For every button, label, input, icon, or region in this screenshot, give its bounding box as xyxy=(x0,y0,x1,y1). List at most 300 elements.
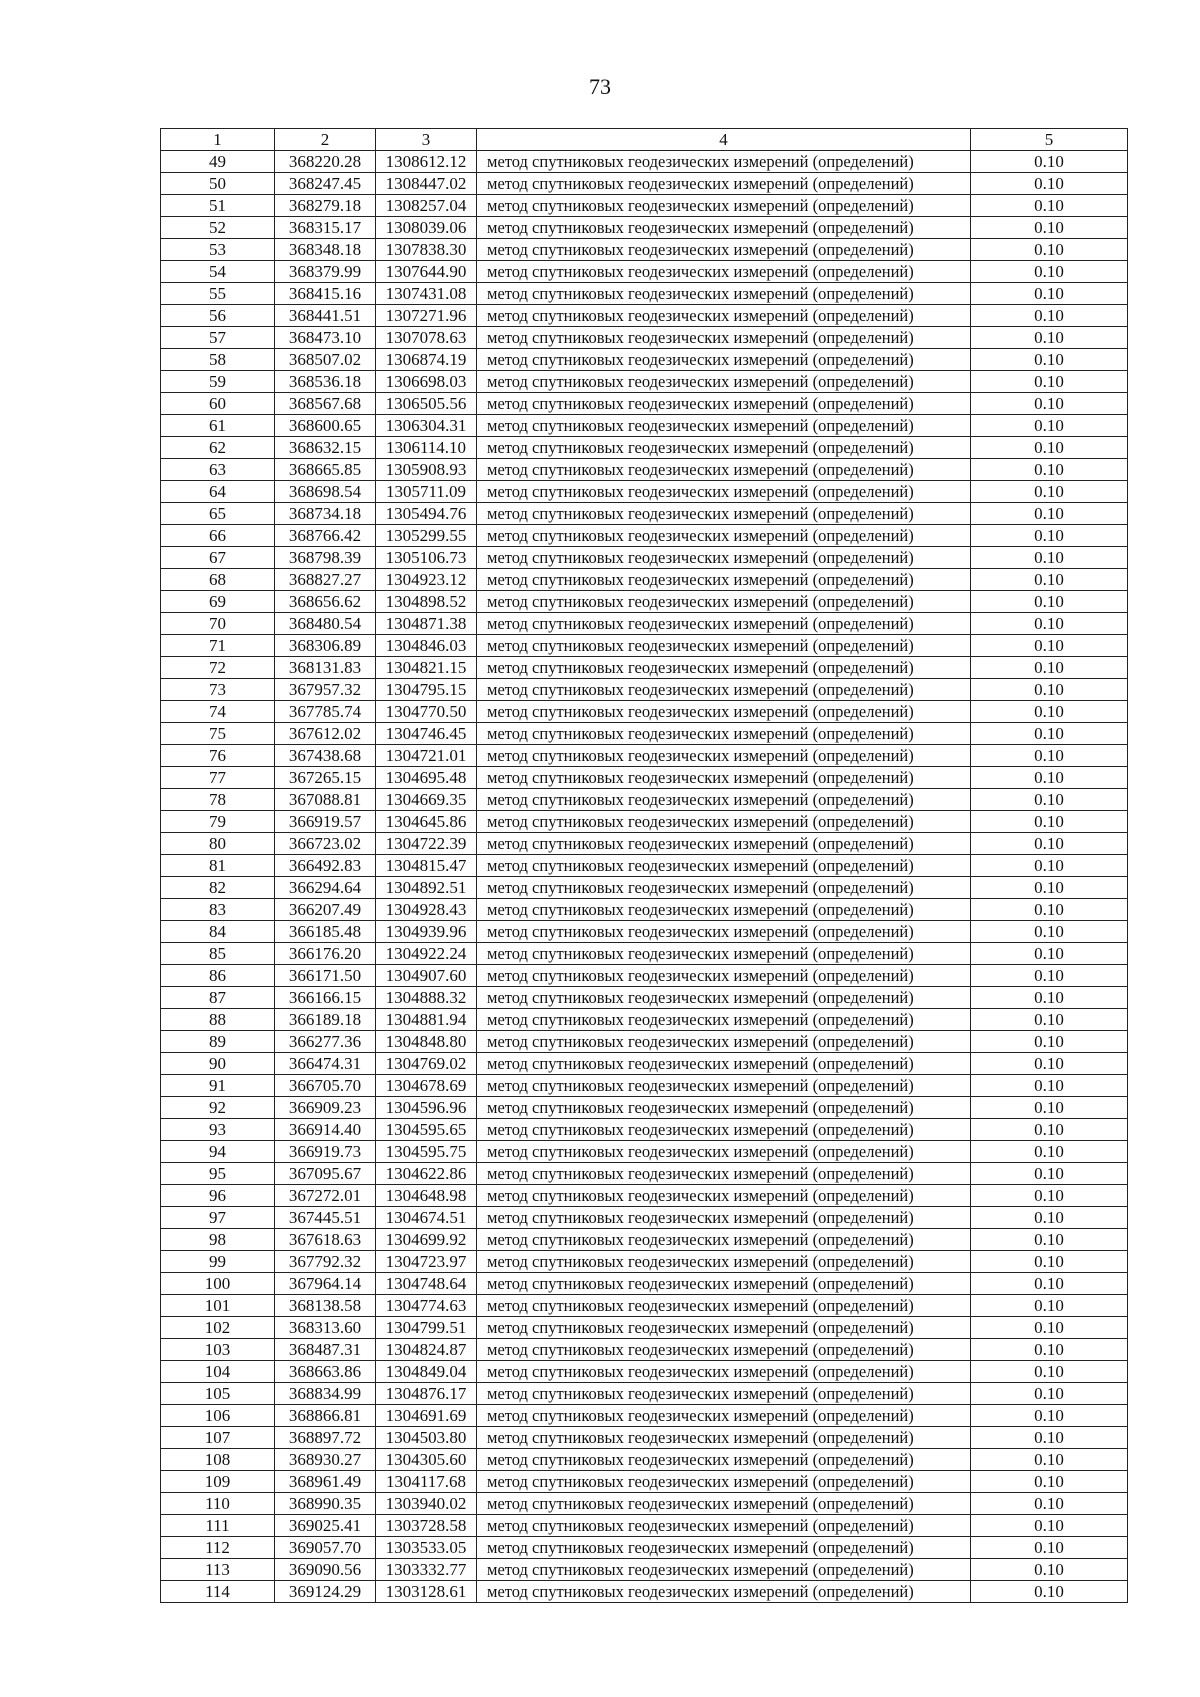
table-row xyxy=(161,547,1128,569)
point-number-cell: 106 xyxy=(161,1405,275,1427)
method-cell: метод спутниковых геодезических измерений (определений) xyxy=(477,1031,971,1053)
x-coordinate-cell: 366474.31 xyxy=(275,1053,376,1075)
point-number-cell: 59 xyxy=(161,371,275,393)
point-number-cell: 65 xyxy=(161,503,275,525)
point-number-cell: 49 xyxy=(161,151,275,173)
method-cell: метод спутниковых геодезических измерений (определений) xyxy=(477,1361,971,1383)
precision-cell: 0.10 xyxy=(971,261,1128,283)
table-row xyxy=(161,437,1128,459)
y-coordinate-cell: 1304748.64 xyxy=(376,1273,477,1295)
precision-cell: 0.10 xyxy=(971,701,1128,723)
method-cell: метод спутниковых геодезических измерений (определений) xyxy=(477,767,971,789)
point-number-cell: 54 xyxy=(161,261,275,283)
x-coordinate-cell: 367445.51 xyxy=(275,1207,376,1229)
point-number-cell: 82 xyxy=(161,877,275,899)
point-number-cell: 53 xyxy=(161,239,275,261)
y-coordinate-cell: 1304596.96 xyxy=(376,1097,477,1119)
y-coordinate-cell: 1304722.39 xyxy=(376,833,477,855)
x-coordinate-cell: 368473.10 xyxy=(275,327,376,349)
table-row xyxy=(161,789,1128,811)
method-cell: метод спутниковых геодезических измерений (определений) xyxy=(477,1273,971,1295)
y-coordinate-cell: 1304622.86 xyxy=(376,1163,477,1185)
table-row xyxy=(161,1163,1128,1185)
method-cell: метод спутниковых геодезических измерений (определений) xyxy=(477,349,971,371)
y-coordinate-cell: 1304898.52 xyxy=(376,591,477,613)
y-coordinate-cell: 1304699.92 xyxy=(376,1229,477,1251)
method-cell: метод спутниковых геодезических измерений (определений) xyxy=(477,1251,971,1273)
precision-cell: 0.10 xyxy=(971,1097,1128,1119)
y-coordinate-cell: 1304769.02 xyxy=(376,1053,477,1075)
method-cell: метод спутниковых геодезических измерений (определений) xyxy=(477,591,971,613)
table-row xyxy=(161,1471,1128,1493)
method-cell: метод спутниковых геодезических измерений (определений) xyxy=(477,327,971,349)
precision-cell: 0.10 xyxy=(971,283,1128,305)
table-row xyxy=(161,1559,1128,1581)
method-cell: метод спутниковых геодезических измерений (определений) xyxy=(477,305,971,327)
coordinates-table xyxy=(160,128,1128,1603)
table-row xyxy=(161,1537,1128,1559)
precision-cell: 0.10 xyxy=(971,1185,1128,1207)
table-row xyxy=(161,1427,1128,1449)
table-row xyxy=(161,1273,1128,1295)
y-coordinate-cell: 1306505.56 xyxy=(376,393,477,415)
table-row xyxy=(161,239,1128,261)
precision-cell: 0.10 xyxy=(971,349,1128,371)
x-coordinate-cell: 368663.86 xyxy=(275,1361,376,1383)
point-number-cell: 110 xyxy=(161,1493,275,1515)
table-row xyxy=(161,1075,1128,1097)
method-cell: метод спутниковых геодезических измерений (определений) xyxy=(477,1427,971,1449)
y-coordinate-cell: 1304849.04 xyxy=(376,1361,477,1383)
y-coordinate-cell: 1307644.90 xyxy=(376,261,477,283)
method-cell: метод спутниковых геодезических измерений (определений) xyxy=(477,1229,971,1251)
point-number-cell: 81 xyxy=(161,855,275,877)
point-number-cell: 99 xyxy=(161,1251,275,1273)
y-coordinate-cell: 1304678.69 xyxy=(376,1075,477,1097)
table-row xyxy=(161,855,1128,877)
table-row xyxy=(161,1581,1128,1603)
table-row xyxy=(161,327,1128,349)
table-row xyxy=(161,305,1128,327)
precision-cell: 0.10 xyxy=(971,327,1128,349)
point-number-cell: 111 xyxy=(161,1515,275,1537)
table-row xyxy=(161,591,1128,613)
x-coordinate-cell: 368247.45 xyxy=(275,173,376,195)
point-number-cell: 109 xyxy=(161,1471,275,1493)
y-coordinate-cell: 1306114.10 xyxy=(376,437,477,459)
x-coordinate-cell: 367618.63 xyxy=(275,1229,376,1251)
method-cell: метод спутниковых геодезических измерений (определений) xyxy=(477,1581,971,1603)
table-row xyxy=(161,1295,1128,1317)
method-cell: метод спутниковых геодезических измерений (определений) xyxy=(477,679,971,701)
table-row xyxy=(161,173,1128,195)
point-number-cell: 62 xyxy=(161,437,275,459)
method-cell: метод спутниковых геодезических измерений (определений) xyxy=(477,1075,971,1097)
x-coordinate-cell: 368487.31 xyxy=(275,1339,376,1361)
method-cell: метод спутниковых геодезических измерений (определений) xyxy=(477,1207,971,1229)
method-cell: метод спутниковых геодезических измерений (определений) xyxy=(477,1141,971,1163)
y-coordinate-cell: 1304907.60 xyxy=(376,965,477,987)
x-coordinate-cell: 366909.23 xyxy=(275,1097,376,1119)
method-cell: метод спутниковых геодезических измерений (определений) xyxy=(477,1185,971,1207)
method-cell: метод спутниковых геодезических измерений (определений) xyxy=(477,899,971,921)
point-number-cell: 76 xyxy=(161,745,275,767)
method-cell: метод спутниковых геодезических измерений (определений) xyxy=(477,701,971,723)
x-coordinate-cell: 368279.18 xyxy=(275,195,376,217)
y-coordinate-cell: 1304648.98 xyxy=(376,1185,477,1207)
precision-cell: 0.10 xyxy=(971,393,1128,415)
method-cell: метод спутниковых геодезических измерений (определений) xyxy=(477,657,971,679)
precision-cell: 0.10 xyxy=(971,877,1128,899)
table-row xyxy=(161,569,1128,591)
point-number-cell: 108 xyxy=(161,1449,275,1471)
x-coordinate-cell: 368480.54 xyxy=(275,613,376,635)
table-row xyxy=(161,635,1128,657)
x-coordinate-cell: 368379.99 xyxy=(275,261,376,283)
point-number-cell: 96 xyxy=(161,1185,275,1207)
point-number-cell: 52 xyxy=(161,217,275,239)
method-cell: метод спутниковых геодезических измерений (определений) xyxy=(477,943,971,965)
x-coordinate-cell: 368990.35 xyxy=(275,1493,376,1515)
table-header-row xyxy=(161,129,1128,151)
precision-cell: 0.10 xyxy=(971,723,1128,745)
precision-cell: 0.10 xyxy=(971,679,1128,701)
x-coordinate-cell: 366294.64 xyxy=(275,877,376,899)
y-coordinate-cell: 1304774.63 xyxy=(376,1295,477,1317)
point-number-cell: 87 xyxy=(161,987,275,1009)
x-coordinate-cell: 368315.17 xyxy=(275,217,376,239)
y-coordinate-cell: 1304928.43 xyxy=(376,899,477,921)
table-row xyxy=(161,877,1128,899)
x-coordinate-cell: 366277.36 xyxy=(275,1031,376,1053)
table-row xyxy=(161,701,1128,723)
point-number-cell: 74 xyxy=(161,701,275,723)
x-coordinate-cell: 368138.58 xyxy=(275,1295,376,1317)
y-coordinate-cell: 1308257.04 xyxy=(376,195,477,217)
precision-cell: 0.10 xyxy=(971,459,1128,481)
method-cell: метод спутниковых геодезических измерений (определений) xyxy=(477,525,971,547)
point-number-cell: 90 xyxy=(161,1053,275,1075)
table-row xyxy=(161,1449,1128,1471)
x-coordinate-cell: 366723.02 xyxy=(275,833,376,855)
method-cell: метод спутниковых геодезических измерений (определений) xyxy=(477,965,971,987)
x-coordinate-cell: 366176.20 xyxy=(275,943,376,965)
precision-cell: 0.10 xyxy=(971,1031,1128,1053)
y-coordinate-cell: 1308447.02 xyxy=(376,173,477,195)
x-coordinate-cell: 367612.02 xyxy=(275,723,376,745)
precision-cell: 0.10 xyxy=(971,239,1128,261)
precision-cell: 0.10 xyxy=(971,1581,1128,1603)
y-coordinate-cell: 1304723.97 xyxy=(376,1251,477,1273)
y-coordinate-cell: 1304888.32 xyxy=(376,987,477,1009)
table-row xyxy=(161,415,1128,437)
precision-cell: 0.10 xyxy=(971,965,1128,987)
precision-cell: 0.10 xyxy=(971,635,1128,657)
method-cell: метод спутниковых геодезических измерений (определений) xyxy=(477,503,971,525)
table-row xyxy=(161,1251,1128,1273)
x-coordinate-cell: 368734.18 xyxy=(275,503,376,525)
x-coordinate-cell: 367438.68 xyxy=(275,745,376,767)
y-coordinate-cell: 1304846.03 xyxy=(376,635,477,657)
x-coordinate-cell: 368798.39 xyxy=(275,547,376,569)
x-coordinate-cell: 366705.70 xyxy=(275,1075,376,1097)
y-coordinate-cell: 1305494.76 xyxy=(376,503,477,525)
x-coordinate-cell: 368665.85 xyxy=(275,459,376,481)
precision-cell: 0.10 xyxy=(971,151,1128,173)
table-row xyxy=(161,261,1128,283)
table-row xyxy=(161,1053,1128,1075)
point-number-cell: 51 xyxy=(161,195,275,217)
y-coordinate-cell: 1304595.65 xyxy=(376,1119,477,1141)
point-number-cell: 64 xyxy=(161,481,275,503)
precision-cell: 0.10 xyxy=(971,1493,1128,1515)
method-cell: метод спутниковых геодезических измерений (определений) xyxy=(477,833,971,855)
point-number-cell: 75 xyxy=(161,723,275,745)
point-number-cell: 70 xyxy=(161,613,275,635)
point-number-cell: 85 xyxy=(161,943,275,965)
y-coordinate-cell: 1304871.38 xyxy=(376,613,477,635)
precision-cell: 0.10 xyxy=(971,1295,1128,1317)
precision-cell: 0.10 xyxy=(971,987,1128,1009)
x-coordinate-cell: 369057.70 xyxy=(275,1537,376,1559)
precision-cell: 0.10 xyxy=(971,569,1128,591)
table-row xyxy=(161,723,1128,745)
y-coordinate-cell: 1304876.17 xyxy=(376,1383,477,1405)
precision-cell: 0.10 xyxy=(971,613,1128,635)
point-number-cell: 84 xyxy=(161,921,275,943)
y-coordinate-cell: 1304645.86 xyxy=(376,811,477,833)
x-coordinate-cell: 367272.01 xyxy=(275,1185,376,1207)
point-number-cell: 68 xyxy=(161,569,275,591)
point-number-cell: 61 xyxy=(161,415,275,437)
point-number-cell: 102 xyxy=(161,1317,275,1339)
y-coordinate-cell: 1304923.12 xyxy=(376,569,477,591)
precision-cell: 0.10 xyxy=(971,833,1128,855)
method-cell: метод спутниковых геодезических измерений (определений) xyxy=(477,173,971,195)
precision-cell: 0.10 xyxy=(971,1119,1128,1141)
y-coordinate-cell: 1307838.30 xyxy=(376,239,477,261)
precision-cell: 0.10 xyxy=(971,855,1128,877)
y-coordinate-cell: 1304117.68 xyxy=(376,1471,477,1493)
point-number-cell: 55 xyxy=(161,283,275,305)
x-coordinate-cell: 366171.50 xyxy=(275,965,376,987)
method-cell: метод спутниковых геодезических измерений (определений) xyxy=(477,1295,971,1317)
x-coordinate-cell: 367785.74 xyxy=(275,701,376,723)
point-number-cell: 89 xyxy=(161,1031,275,1053)
y-coordinate-cell: 1304695.48 xyxy=(376,767,477,789)
table-row xyxy=(161,987,1128,1009)
method-cell: метод спутниковых геодезических измерений (определений) xyxy=(477,481,971,503)
precision-cell: 0.10 xyxy=(971,217,1128,239)
x-coordinate-cell: 368656.62 xyxy=(275,591,376,613)
y-coordinate-cell: 1305106.73 xyxy=(376,547,477,569)
point-number-cell: 77 xyxy=(161,767,275,789)
x-coordinate-cell: 368600.65 xyxy=(275,415,376,437)
precision-cell: 0.10 xyxy=(971,1361,1128,1383)
y-coordinate-cell: 1304770.50 xyxy=(376,701,477,723)
method-cell: метод спутниковых геодезических измерений (определений) xyxy=(477,1097,971,1119)
precision-cell: 0.10 xyxy=(971,481,1128,503)
precision-cell: 0.10 xyxy=(971,1251,1128,1273)
x-coordinate-cell: 367957.32 xyxy=(275,679,376,701)
x-coordinate-cell: 368698.54 xyxy=(275,481,376,503)
precision-cell: 0.10 xyxy=(971,899,1128,921)
point-number-cell: 83 xyxy=(161,899,275,921)
method-cell: метод спутниковых геодезических измерений (определений) xyxy=(477,261,971,283)
table-row xyxy=(161,1493,1128,1515)
precision-cell: 0.10 xyxy=(971,657,1128,679)
method-cell: метод спутниковых геодезических измерений (определений) xyxy=(477,239,971,261)
method-cell: метод спутниковых геодезических измерений (определений) xyxy=(477,1163,971,1185)
y-coordinate-cell: 1305299.55 xyxy=(376,525,477,547)
point-number-cell: 98 xyxy=(161,1229,275,1251)
method-cell: метод спутниковых геодезических измерений (определений) xyxy=(477,613,971,635)
method-cell: метод спутниковых геодезических измерений (определений) xyxy=(477,547,971,569)
y-coordinate-cell: 1304795.15 xyxy=(376,679,477,701)
point-number-cell: 63 xyxy=(161,459,275,481)
point-number-cell: 94 xyxy=(161,1141,275,1163)
table-row xyxy=(161,1031,1128,1053)
precision-cell: 0.10 xyxy=(971,1339,1128,1361)
y-coordinate-cell: 1307078.63 xyxy=(376,327,477,349)
y-coordinate-cell: 1304892.51 xyxy=(376,877,477,899)
y-coordinate-cell: 1304503.80 xyxy=(376,1427,477,1449)
y-coordinate-cell: 1303533.05 xyxy=(376,1537,477,1559)
x-coordinate-cell: 369090.56 xyxy=(275,1559,376,1581)
x-coordinate-cell: 368131.83 xyxy=(275,657,376,679)
y-coordinate-cell: 1303728.58 xyxy=(376,1515,477,1537)
precision-cell: 0.10 xyxy=(971,1229,1128,1251)
precision-cell: 0.10 xyxy=(971,547,1128,569)
table-row xyxy=(161,283,1128,305)
method-cell: метод спутниковых геодезических измерений (определений) xyxy=(477,723,971,745)
table-row xyxy=(161,525,1128,547)
precision-cell: 0.10 xyxy=(971,745,1128,767)
x-coordinate-cell: 367265.15 xyxy=(275,767,376,789)
y-coordinate-cell: 1304674.51 xyxy=(376,1207,477,1229)
method-cell: метод спутниковых геодезических измерений (определений) xyxy=(477,1053,971,1075)
column-header: 4 xyxy=(477,129,971,151)
precision-cell: 0.10 xyxy=(971,943,1128,965)
y-coordinate-cell: 1306698.03 xyxy=(376,371,477,393)
table-row xyxy=(161,217,1128,239)
method-cell: метод спутниковых геодезических измерений (определений) xyxy=(477,1383,971,1405)
table-row xyxy=(161,1097,1128,1119)
point-number-cell: 86 xyxy=(161,965,275,987)
method-cell: метод спутниковых геодезических измерений (определений) xyxy=(477,877,971,899)
table-row xyxy=(161,613,1128,635)
table-row xyxy=(161,1141,1128,1163)
y-coordinate-cell: 1305908.93 xyxy=(376,459,477,481)
precision-cell: 0.10 xyxy=(971,1515,1128,1537)
precision-cell: 0.10 xyxy=(971,305,1128,327)
x-coordinate-cell: 367095.67 xyxy=(275,1163,376,1185)
precision-cell: 0.10 xyxy=(971,1559,1128,1581)
precision-cell: 0.10 xyxy=(971,437,1128,459)
x-coordinate-cell: 369124.29 xyxy=(275,1581,376,1603)
table-row xyxy=(161,943,1128,965)
precision-cell: 0.10 xyxy=(971,767,1128,789)
y-coordinate-cell: 1304922.24 xyxy=(376,943,477,965)
precision-cell: 0.10 xyxy=(971,1141,1128,1163)
point-number-cell: 101 xyxy=(161,1295,275,1317)
point-number-cell: 80 xyxy=(161,833,275,855)
method-cell: метод спутниковых геодезических измерений (определений) xyxy=(477,1515,971,1537)
table-row xyxy=(161,151,1128,173)
precision-cell: 0.10 xyxy=(971,1075,1128,1097)
method-cell: метод спутниковых геодезических измерений (определений) xyxy=(477,151,971,173)
method-cell: метод спутниковых геодезических измерений (определений) xyxy=(477,1009,971,1031)
table-row xyxy=(161,503,1128,525)
table-row xyxy=(161,1229,1128,1251)
method-cell: метод спутниковых геодезических измерений (определений) xyxy=(477,459,971,481)
x-coordinate-cell: 368766.42 xyxy=(275,525,376,547)
y-coordinate-cell: 1308612.12 xyxy=(376,151,477,173)
method-cell: метод спутниковых геодезических измерений (определений) xyxy=(477,1405,971,1427)
precision-cell: 0.10 xyxy=(971,415,1128,437)
x-coordinate-cell: 368632.15 xyxy=(275,437,376,459)
point-number-cell: 56 xyxy=(161,305,275,327)
x-coordinate-cell: 368834.99 xyxy=(275,1383,376,1405)
point-number-cell: 112 xyxy=(161,1537,275,1559)
x-coordinate-cell: 368536.18 xyxy=(275,371,376,393)
x-coordinate-cell: 366189.18 xyxy=(275,1009,376,1031)
table-row xyxy=(161,1339,1128,1361)
method-cell: метод спутниковых геодезических измерений (определений) xyxy=(477,283,971,305)
y-coordinate-cell: 1304821.15 xyxy=(376,657,477,679)
method-cell: метод спутниковых геодезических измерений (определений) xyxy=(477,371,971,393)
method-cell: метод спутниковых геодезических измерений (определений) xyxy=(477,1317,971,1339)
column-header: 2 xyxy=(275,129,376,151)
precision-cell: 0.10 xyxy=(971,1009,1128,1031)
precision-cell: 0.10 xyxy=(971,195,1128,217)
method-cell: метод спутниковых геодезических измерений (определений) xyxy=(477,1119,971,1141)
method-cell: метод спутниковых геодезических измерений (определений) xyxy=(477,1559,971,1581)
y-coordinate-cell: 1304824.87 xyxy=(376,1339,477,1361)
precision-cell: 0.10 xyxy=(971,1053,1128,1075)
table-row xyxy=(161,965,1128,987)
method-cell: метод спутниковых геодезических измерений (определений) xyxy=(477,855,971,877)
point-number-cell: 67 xyxy=(161,547,275,569)
y-coordinate-cell: 1306304.31 xyxy=(376,415,477,437)
point-number-cell: 105 xyxy=(161,1383,275,1405)
column-header: 3 xyxy=(376,129,477,151)
y-coordinate-cell: 1303940.02 xyxy=(376,1493,477,1515)
x-coordinate-cell: 368827.27 xyxy=(275,569,376,591)
table-row xyxy=(161,921,1128,943)
x-coordinate-cell: 369025.41 xyxy=(275,1515,376,1537)
precision-cell: 0.10 xyxy=(971,503,1128,525)
table-row xyxy=(161,811,1128,833)
y-coordinate-cell: 1305711.09 xyxy=(376,481,477,503)
method-cell: метод спутниковых геодезических измерений (определений) xyxy=(477,1471,971,1493)
method-cell: метод спутниковых геодезических измерений (определений) xyxy=(477,745,971,767)
precision-cell: 0.10 xyxy=(971,1405,1128,1427)
y-coordinate-cell: 1304799.51 xyxy=(376,1317,477,1339)
x-coordinate-cell: 368306.89 xyxy=(275,635,376,657)
x-coordinate-cell: 366914.40 xyxy=(275,1119,376,1141)
y-coordinate-cell: 1304595.75 xyxy=(376,1141,477,1163)
table-row xyxy=(161,745,1128,767)
method-cell: метод спутниковых геодезических измерений (определений) xyxy=(477,987,971,1009)
table-row xyxy=(161,1361,1128,1383)
column-header: 5 xyxy=(971,129,1128,151)
precision-cell: 0.10 xyxy=(971,1273,1128,1295)
point-number-cell: 114 xyxy=(161,1581,275,1603)
point-number-cell: 60 xyxy=(161,393,275,415)
y-coordinate-cell: 1304691.69 xyxy=(376,1405,477,1427)
x-coordinate-cell: 366185.48 xyxy=(275,921,376,943)
